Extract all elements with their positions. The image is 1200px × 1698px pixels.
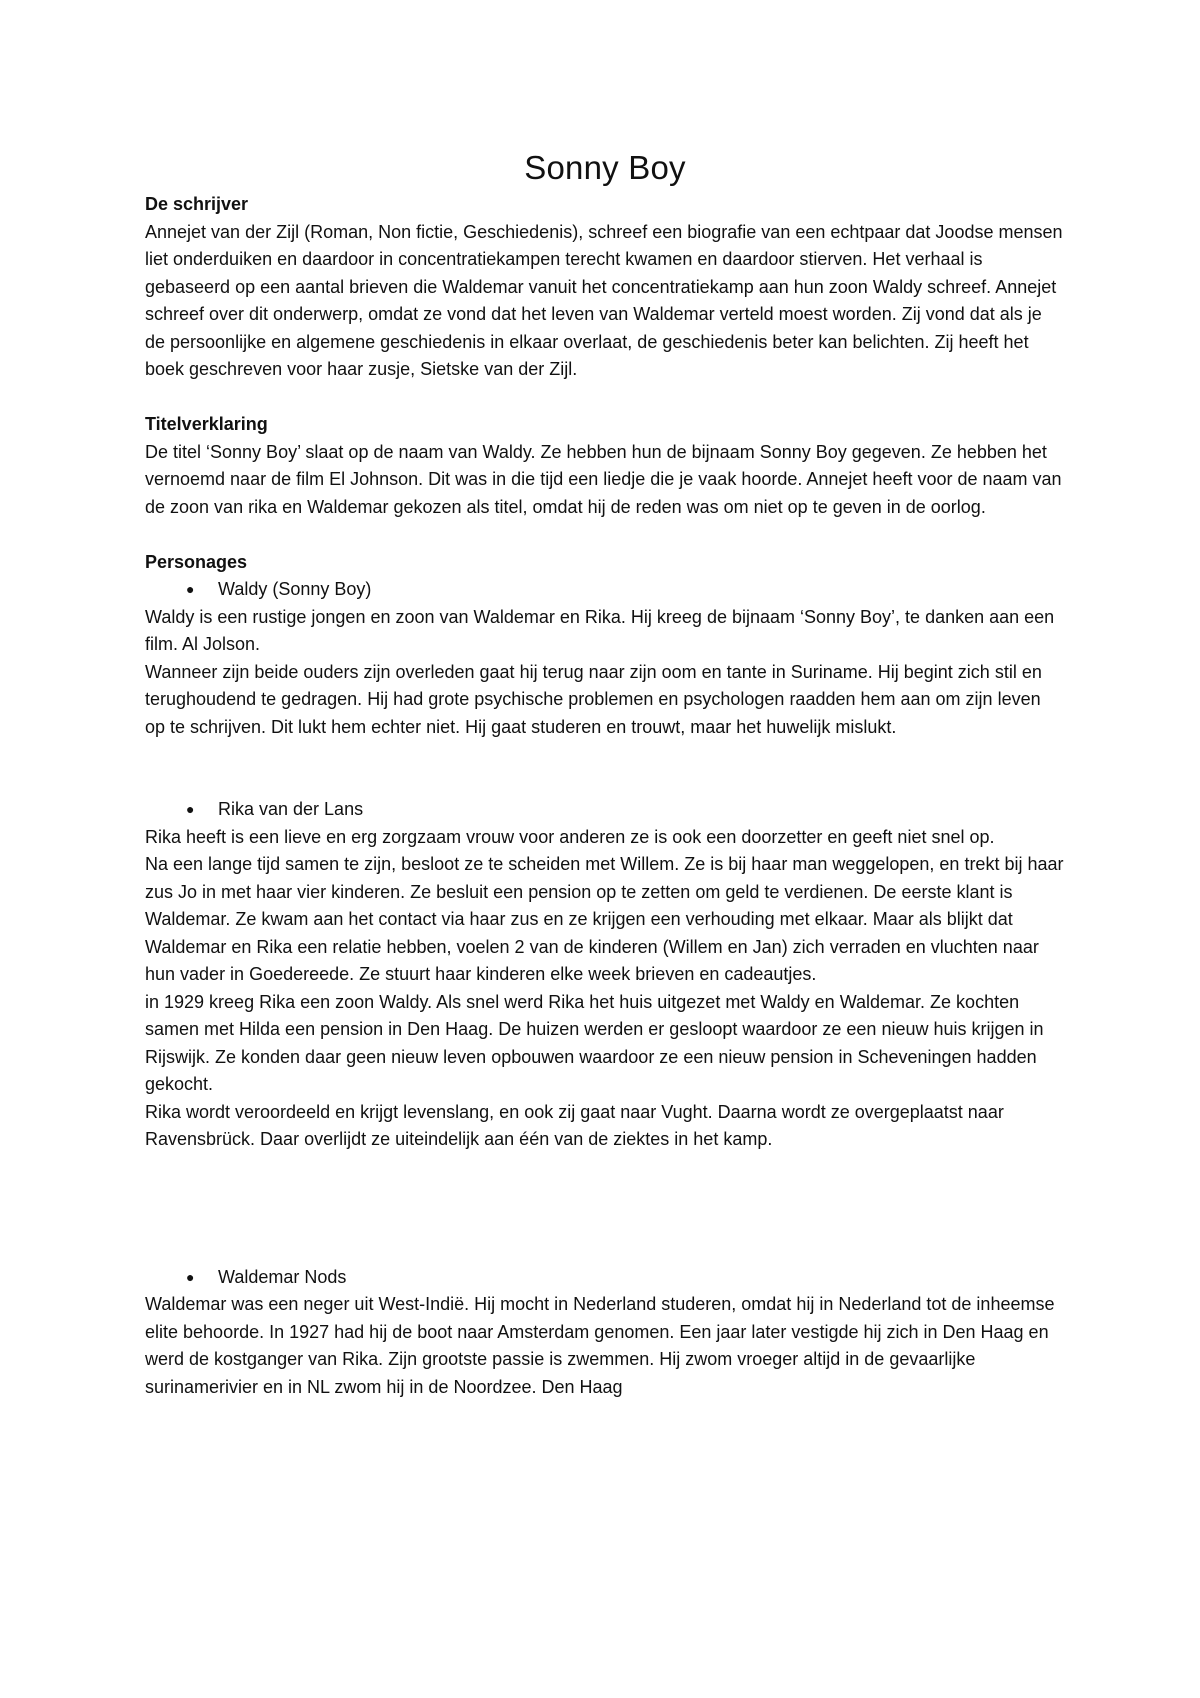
bullet-dot-icon: ●	[186, 581, 195, 597]
bullet-dot-icon: ●	[186, 1268, 195, 1285]
paragraph-waldy-2: Wanneer zijn beide ouders zijn overleden gaat hij terug naar zijn oom en tante in Suriname. Hij begint zich stil en terughoudend te gedragen. Hij had grote psychische problemen en psychologen raadden hem aan om zijn leven op te schrijven. Dit lukt hem echter niet. Hij gaat studeren en trouwt, maar het huwelijk mislukt.	[145, 661, 1042, 737]
bullet-label-waldemar: Waldemar Nods	[218, 1266, 347, 1287]
heading-titelverklaring: Titelverklaring	[145, 414, 268, 434]
paragraph-rika-2: Na een lange tijd samen te zijn, besloot ze te scheiden met Willem. Ze is bij haar man weggelopen, en trekt bij haar zus Jo in met haar vier kinderen. Ze besluit een pension op te zetten om geld te verdienen. De eerste klant is Waldemar. Ze kwam aan het contact via haar zus en ze krijgen een verhouding met elkaar. Maar als blijkt dat Waldemar en Rika een relatie hebben, voelen 2 van de kinderen (Willem en Jan) zich verraden en vluchten naar hun vader in Goedereede. Ze stuurt haar kinderen elke week brieven en cadeautjes.	[145, 854, 1064, 984]
bullet-waldemar	[145, 1264, 1065, 1292]
bullet-label-rika: Rika van der Lans	[218, 799, 364, 819]
paragraph-rika-3: in 1929 kreeg Rika een zoon Waldy. Als snel werd Rika het huis uitgezet met Waldy en Waldemar. Ze kochten samen met Hilda een pension in Den Haag. De huizen werden er gesloopt waardoor ze een nieuw huis krijgen in Rijswijk. Ze konden daar geen nieuw leven opbouwen waardoor ze een nieuw pension in Scheveningen hadden gekocht.	[145, 991, 1044, 1094]
heading-personages: Personages	[145, 551, 248, 572]
paragraph-schrijver: Annejet van der Zijl (Roman, Non fictie, Geschiedenis), schreef een biografie van een echtpaar dat Joodse mensen liet onderduiken en daardoor in concentratiekampen terecht kwamen en daardoor stierven. Het verhaal is gebaseerd op een aantal brieven die Waldemar vanuit het concentratiekamp aan hun zoon Waldy schreef. Annejet schreef over dit onderwerp, omdat ze vond dat het leven van Waldemar verteld moest worden. Zij vond dat als je de persoonlijke en algemene geschiedenis in elkaar overlaat, de geschiedenis beter kan belichten. Zij heeft het boek geschreven voor haar zusje, Sietske van der Zijl.	[145, 221, 1063, 379]
spacer	[145, 384, 1065, 412]
bullet-label-waldy: Waldy (Sonny Boy)	[218, 579, 372, 599]
spacer	[145, 1154, 1065, 1264]
paragraph-waldy-1: Waldy is een rustige jongen en zoon van Waldemar en Rika. Hij kreeg de bijnaam ‘Sonny Boy’, te danken aan een film. Al Jolson.	[145, 606, 1055, 654]
spacer	[145, 741, 1065, 796]
bullet-rika	[145, 796, 1065, 824]
paragraph-waldemar-1: Waldemar was een neger uit West-Indië. Hij mocht in Nederland studeren, omdat hij in Nederland tot de inheemse elite behoorde. In 1927 had hij de boot naar Amsterdam genomen. Een jaar later vestigde hij zich in Den Haag en werd de kostganger van Rika. Zijn grootste passie is zwemmen. Hij zwom vroeger altijd in de gevaarlijke surinamerivier en in NL zwom hij in de Noordzee. Den Haag	[145, 1294, 1055, 1397]
paragraph-titelverklaring: De titel ‘Sonny Boy’ slaat op de naam van Waldy. Ze hebben hun de bijnaam Sonny Boy gegeven. Ze hebben het vernoemd naar de film El Johnson. Dit was in die tijd een liedje die je vaak hoorde. Annejet heeft voor de naam van de zoon van rika en Waldemar gekozen als titel, omdat hij de reden was om niet op te geven in de oorlog.	[145, 441, 1062, 517]
document-page	[145, 145, 1065, 1401]
document-title: Sonny Boy	[524, 149, 686, 186]
spacer	[145, 521, 1065, 549]
paragraph-rika-1: Rika heeft is een lieve en erg zorgzaam vrouw voor anderen ze is ook een doorzetter en geeft niet snel op.	[145, 826, 995, 847]
paragraph-rika-4: Rika wordt veroordeeld en krijgt levenslang, en ook zij gaat naar Vught. Daarna wordt ze overgeplaatst naar Ravensbrück. Daar overlijdt ze uiteindelijk aan één van de ziektes in het kamp.	[145, 1101, 1004, 1149]
heading-de-schrijver: De schrijver	[145, 194, 249, 214]
bullet-dot-icon: ●	[186, 801, 195, 817]
bullet-waldy	[145, 576, 1065, 604]
